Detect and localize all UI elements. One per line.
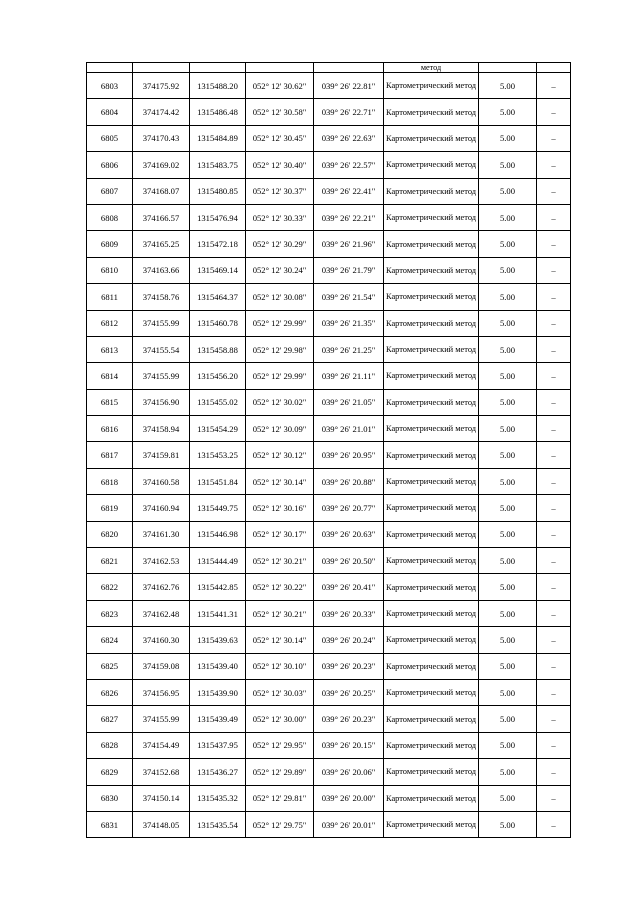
table-row [87, 732, 571, 758]
cell-lon: 039° 26' 21.54" [314, 284, 384, 310]
cell-y: 1315451.84 [190, 468, 246, 494]
cell-accuracy: 5.00 [479, 706, 537, 732]
cell-method: Картометрический метод [384, 389, 479, 415]
cell-point: 6816 [87, 416, 133, 442]
cell-method: Картометрический метод [384, 811, 479, 837]
cell-method: Картометрический метод [384, 653, 479, 679]
cell-x: 374155.99 [133, 310, 190, 336]
cell-x: 374162.48 [133, 600, 190, 626]
cell-x: 374150.14 [133, 785, 190, 811]
cell-accuracy: 5.00 [479, 231, 537, 257]
cell-lon [314, 63, 384, 73]
cell-note: – [537, 574, 571, 600]
cell-note: – [537, 442, 571, 468]
cell-note: – [537, 627, 571, 653]
cell-x: 374155.54 [133, 336, 190, 362]
cell-lat: 052° 12' 29.99" [246, 363, 314, 389]
cell-method: Картометрический метод [384, 99, 479, 125]
cell-lon: 039° 26' 20.00" [314, 785, 384, 811]
cell-x: 374165.25 [133, 231, 190, 257]
cell-lat: 052° 12' 30.10" [246, 653, 314, 679]
cell-lon: 039° 26' 20.88" [314, 468, 384, 494]
cell-accuracy: 5.00 [479, 416, 537, 442]
table-row [87, 811, 571, 837]
cell-point: 6822 [87, 574, 133, 600]
cell-lon: 039° 26' 22.81" [314, 73, 384, 99]
cell-y: 1315483.75 [190, 152, 246, 178]
table-row [87, 706, 571, 732]
cell-point: 6803 [87, 73, 133, 99]
cell-accuracy: 5.00 [479, 363, 537, 389]
cell-method: Картометрический метод [384, 600, 479, 626]
cell-accuracy: 5.00 [479, 600, 537, 626]
cell-accuracy: 5.00 [479, 310, 537, 336]
cell-lat: 052° 12' 30.62" [246, 73, 314, 99]
cell-accuracy: 5.00 [479, 785, 537, 811]
table-row [87, 284, 571, 310]
cell-x: 374168.07 [133, 178, 190, 204]
cell-point: 6820 [87, 521, 133, 547]
table-row [87, 495, 571, 521]
cell-y: 1315441.31 [190, 600, 246, 626]
cell-note: – [537, 600, 571, 626]
table-row [87, 468, 571, 494]
cell-method: Картометрический метод [384, 521, 479, 547]
cell-lon: 039° 26' 20.41" [314, 574, 384, 600]
cell-lat: 052° 12' 29.98" [246, 336, 314, 362]
cell-lon: 039° 26' 20.01" [314, 811, 384, 837]
cell-point [87, 63, 133, 73]
cell-lat: 052° 12' 30.29" [246, 231, 314, 257]
table-row [87, 336, 571, 362]
cell-accuracy: 5.00 [479, 99, 537, 125]
cell-point: 6830 [87, 785, 133, 811]
cell-method: Картометрический метод [384, 495, 479, 521]
cell-x: 374155.99 [133, 363, 190, 389]
cell-x: 374170.43 [133, 125, 190, 151]
cell-y [190, 63, 246, 73]
cell-note: – [537, 257, 571, 283]
cell-y: 1315446.98 [190, 521, 246, 547]
cell-x: 374159.08 [133, 653, 190, 679]
cell-lon: 039° 26' 20.77" [314, 495, 384, 521]
table-row [87, 99, 571, 125]
cell-lat: 052° 12' 29.75" [246, 811, 314, 837]
cell-method: Картометрический метод [384, 706, 479, 732]
cell-note: – [537, 73, 571, 99]
cell-x: 374156.90 [133, 389, 190, 415]
cell-lon: 039° 26' 21.05" [314, 389, 384, 415]
cell-lon: 039° 26' 20.95" [314, 442, 384, 468]
cell-method: Картометрический метод [384, 257, 479, 283]
cell-y: 1315435.32 [190, 785, 246, 811]
cell-x: 374162.76 [133, 574, 190, 600]
cell-accuracy: 5.00 [479, 732, 537, 758]
cell-method: Картометрический метод [384, 785, 479, 811]
table-row [87, 257, 571, 283]
cell-y: 1315442.85 [190, 574, 246, 600]
cell-y: 1315456.20 [190, 363, 246, 389]
cell-note: – [537, 653, 571, 679]
table-row [87, 178, 571, 204]
cell-note: – [537, 548, 571, 574]
cell-x: 374169.02 [133, 152, 190, 178]
cell-x: 374160.30 [133, 627, 190, 653]
cell-method: Картометрический метод [384, 125, 479, 151]
cell-method: Картометрический метод [384, 231, 479, 257]
continuation-row [87, 63, 571, 73]
cell-y: 1315436.27 [190, 759, 246, 785]
cell-y: 1315469.14 [190, 257, 246, 283]
cell-lat: 052° 12' 30.22" [246, 574, 314, 600]
cell-accuracy: 5.00 [479, 521, 537, 547]
cell-point: 6829 [87, 759, 133, 785]
cell-y: 1315488.20 [190, 73, 246, 99]
cell-note: – [537, 706, 571, 732]
table-row [87, 416, 571, 442]
cell-point: 6809 [87, 231, 133, 257]
table-body [87, 63, 571, 838]
cell-method: Картометрический метод [384, 679, 479, 705]
cell-lat: 052° 12' 30.24" [246, 257, 314, 283]
table-row [87, 231, 571, 257]
cell-x: 374158.94 [133, 416, 190, 442]
cell-point: 6828 [87, 732, 133, 758]
cell-note: – [537, 416, 571, 442]
cell-lon: 039° 26' 21.11" [314, 363, 384, 389]
cell-note: – [537, 679, 571, 705]
cell-x: 374160.58 [133, 468, 190, 494]
table-row [87, 627, 571, 653]
table-row [87, 310, 571, 336]
cell-accuracy: 5.00 [479, 811, 537, 837]
cell-y: 1315444.49 [190, 548, 246, 574]
cell-lat: 052° 12' 30.17" [246, 521, 314, 547]
table-row [87, 548, 571, 574]
cell-note: – [537, 284, 571, 310]
cell-point: 6807 [87, 178, 133, 204]
table-row [87, 574, 571, 600]
cell-note: – [537, 732, 571, 758]
cell-y: 1315449.75 [190, 495, 246, 521]
cell-lat: 052° 12' 29.81" [246, 785, 314, 811]
cell-lat: 052° 12' 30.09" [246, 416, 314, 442]
cell-point: 6814 [87, 363, 133, 389]
cell-lat: 052° 12' 30.33" [246, 204, 314, 230]
cell-method: Картометрический метод [384, 178, 479, 204]
cell-note: – [537, 99, 571, 125]
cell-lat [246, 63, 314, 73]
cell-method: Картометрический метод [384, 759, 479, 785]
cell-y: 1315486.48 [190, 99, 246, 125]
cell-accuracy: 5.00 [479, 759, 537, 785]
cell-accuracy: 5.00 [479, 73, 537, 99]
cell-y: 1315460.78 [190, 310, 246, 336]
cell-y: 1315439.40 [190, 653, 246, 679]
cell-lon: 039° 26' 22.21" [314, 204, 384, 230]
cell-lat: 052° 12' 30.21" [246, 548, 314, 574]
cell-point: 6825 [87, 653, 133, 679]
cell-point: 6804 [87, 99, 133, 125]
cell-note: – [537, 178, 571, 204]
cell-method: Картометрический метод [384, 574, 479, 600]
cell-lon: 039° 26' 22.63" [314, 125, 384, 151]
cell-lat: 052° 12' 30.08" [246, 284, 314, 310]
cell-method: Картометрический метод [384, 284, 479, 310]
cell-point: 6815 [87, 389, 133, 415]
cell-point: 6813 [87, 336, 133, 362]
cell-lon: 039° 26' 20.15" [314, 732, 384, 758]
cell-note: – [537, 310, 571, 336]
cell-accuracy: 5.00 [479, 336, 537, 362]
table-row [87, 363, 571, 389]
table-row [87, 204, 571, 230]
cell-note: – [537, 811, 571, 837]
cell-method: Картометрический метод [384, 627, 479, 653]
cell-point: 6818 [87, 468, 133, 494]
cell-x: 374160.94 [133, 495, 190, 521]
cell-note: – [537, 152, 571, 178]
cell-x: 374175.92 [133, 73, 190, 99]
cell-y: 1315464.37 [190, 284, 246, 310]
cell-x: 374161.30 [133, 521, 190, 547]
cell-note: – [537, 389, 571, 415]
cell-point: 6831 [87, 811, 133, 837]
table-row [87, 125, 571, 151]
cell-lat: 052° 12' 30.21" [246, 600, 314, 626]
cell-accuracy: 5.00 [479, 495, 537, 521]
cell-lat: 052° 12' 30.58" [246, 99, 314, 125]
cell-lon: 039° 26' 20.25" [314, 679, 384, 705]
cell-accuracy: 5.00 [479, 468, 537, 494]
cell-y: 1315480.85 [190, 178, 246, 204]
cell-lon: 039° 26' 21.01" [314, 416, 384, 442]
cell-lon: 039° 26' 22.57" [314, 152, 384, 178]
cell-point: 6821 [87, 548, 133, 574]
cell-point: 6812 [87, 310, 133, 336]
cell-y: 1315437.95 [190, 732, 246, 758]
cell-accuracy: 5.00 [479, 679, 537, 705]
cell-accuracy: 5.00 [479, 284, 537, 310]
cell-x: 374162.53 [133, 548, 190, 574]
cell-lon: 039° 26' 22.41" [314, 178, 384, 204]
cell-method: Картометрический метод [384, 310, 479, 336]
cell-note: – [537, 363, 571, 389]
cell-accuracy: 5.00 [479, 442, 537, 468]
table-row [87, 152, 571, 178]
cell-x: 374174.42 [133, 99, 190, 125]
cell-lat: 052° 12' 30.45" [246, 125, 314, 151]
cell-lat: 052° 12' 30.16" [246, 495, 314, 521]
cell-method: Картометрический метод [384, 468, 479, 494]
cell-method: Картометрический метод [384, 204, 479, 230]
table-row [87, 653, 571, 679]
table-row [87, 600, 571, 626]
cell-note: – [537, 125, 571, 151]
cell-y: 1315439.63 [190, 627, 246, 653]
cell-note: – [537, 336, 571, 362]
cell-lat: 052° 12' 30.00" [246, 706, 314, 732]
cell-point: 6808 [87, 204, 133, 230]
cell-method: Картометрический метод [384, 336, 479, 362]
cell-point: 6823 [87, 600, 133, 626]
cell-x: 374156.95 [133, 679, 190, 705]
cell-lon: 039° 26' 20.24" [314, 627, 384, 653]
cell-note: – [537, 495, 571, 521]
cell-point: 6811 [87, 284, 133, 310]
cell-lat: 052° 12' 29.99" [246, 310, 314, 336]
cell-note: – [537, 204, 571, 230]
cell-lat: 052° 12' 30.02" [246, 389, 314, 415]
cell-accuracy: 5.00 [479, 548, 537, 574]
cell-method: Картометрический метод [384, 442, 479, 468]
table-row [87, 73, 571, 99]
cell-accuracy: 5.00 [479, 627, 537, 653]
cell-y: 1315458.88 [190, 336, 246, 362]
table-row [87, 785, 571, 811]
table-row [87, 759, 571, 785]
cell-note [537, 63, 571, 73]
cell-lat: 052° 12' 29.89" [246, 759, 314, 785]
table-row [87, 521, 571, 547]
coordinates-table [86, 62, 571, 838]
cell-x [133, 63, 190, 73]
cell-method: Картометрический метод [384, 416, 479, 442]
cell-point: 6817 [87, 442, 133, 468]
cell-y: 1315476.94 [190, 204, 246, 230]
cell-x: 374155.99 [133, 706, 190, 732]
cell-lat: 052° 12' 30.40" [246, 152, 314, 178]
cell-lat: 052° 12' 30.14" [246, 468, 314, 494]
cell-lon: 039° 26' 20.23" [314, 706, 384, 732]
cell-y: 1315439.49 [190, 706, 246, 732]
cell-x: 374166.57 [133, 204, 190, 230]
cell-y: 1315435.54 [190, 811, 246, 837]
cell-point: 6824 [87, 627, 133, 653]
cell-y: 1315472.18 [190, 231, 246, 257]
cell-method: Картометрический метод [384, 548, 479, 574]
cell-point: 6810 [87, 257, 133, 283]
cell-y: 1315484.89 [190, 125, 246, 151]
cell-lon: 039° 26' 21.35" [314, 310, 384, 336]
cell-accuracy: 5.00 [479, 152, 537, 178]
cell-accuracy: 5.00 [479, 389, 537, 415]
cell-accuracy [479, 63, 537, 73]
cell-point: 6827 [87, 706, 133, 732]
cell-y: 1315455.02 [190, 389, 246, 415]
cell-lon: 039° 26' 21.79" [314, 257, 384, 283]
cell-x: 374158.76 [133, 284, 190, 310]
cell-accuracy: 5.00 [479, 178, 537, 204]
cell-note: – [537, 231, 571, 257]
cell-x: 374148.05 [133, 811, 190, 837]
cell-lon: 039° 26' 20.33" [314, 600, 384, 626]
cell-accuracy: 5.00 [479, 125, 537, 151]
cell-method: метод [384, 63, 479, 73]
cell-y: 1315454.29 [190, 416, 246, 442]
cell-note: – [537, 785, 571, 811]
cell-note: – [537, 759, 571, 785]
cell-x: 374152.68 [133, 759, 190, 785]
cell-point: 6819 [87, 495, 133, 521]
cell-lat: 052° 12' 30.37" [246, 178, 314, 204]
cell-lon: 039° 26' 21.25" [314, 336, 384, 362]
cell-y: 1315453.25 [190, 442, 246, 468]
cell-lon: 039° 26' 20.63" [314, 521, 384, 547]
cell-note: – [537, 468, 571, 494]
cell-x: 374159.81 [133, 442, 190, 468]
cell-lon: 039° 26' 20.06" [314, 759, 384, 785]
cell-lat: 052° 12' 29.95" [246, 732, 314, 758]
cell-point: 6805 [87, 125, 133, 151]
cell-lon: 039° 26' 20.50" [314, 548, 384, 574]
cell-y: 1315439.90 [190, 679, 246, 705]
cell-accuracy: 5.00 [479, 574, 537, 600]
cell-method: Картометрический метод [384, 73, 479, 99]
table-row [87, 442, 571, 468]
cell-method: Картометрический метод [384, 152, 479, 178]
cell-lat: 052° 12' 30.14" [246, 627, 314, 653]
cell-point: 6806 [87, 152, 133, 178]
cell-x: 374163.66 [133, 257, 190, 283]
cell-point: 6826 [87, 679, 133, 705]
table-row [87, 679, 571, 705]
cell-accuracy: 5.00 [479, 257, 537, 283]
cell-lon: 039° 26' 20.23" [314, 653, 384, 679]
cell-note: – [537, 521, 571, 547]
cell-accuracy: 5.00 [479, 653, 537, 679]
cell-lon: 039° 26' 22.71" [314, 99, 384, 125]
cell-lat: 052° 12' 30.03" [246, 679, 314, 705]
cell-method: Картометрический метод [384, 363, 479, 389]
table-row [87, 389, 571, 415]
cell-accuracy: 5.00 [479, 204, 537, 230]
cell-lat: 052° 12' 30.12" [246, 442, 314, 468]
cell-method: Картометрический метод [384, 732, 479, 758]
cell-x: 374154.49 [133, 732, 190, 758]
cell-lon: 039° 26' 21.96" [314, 231, 384, 257]
